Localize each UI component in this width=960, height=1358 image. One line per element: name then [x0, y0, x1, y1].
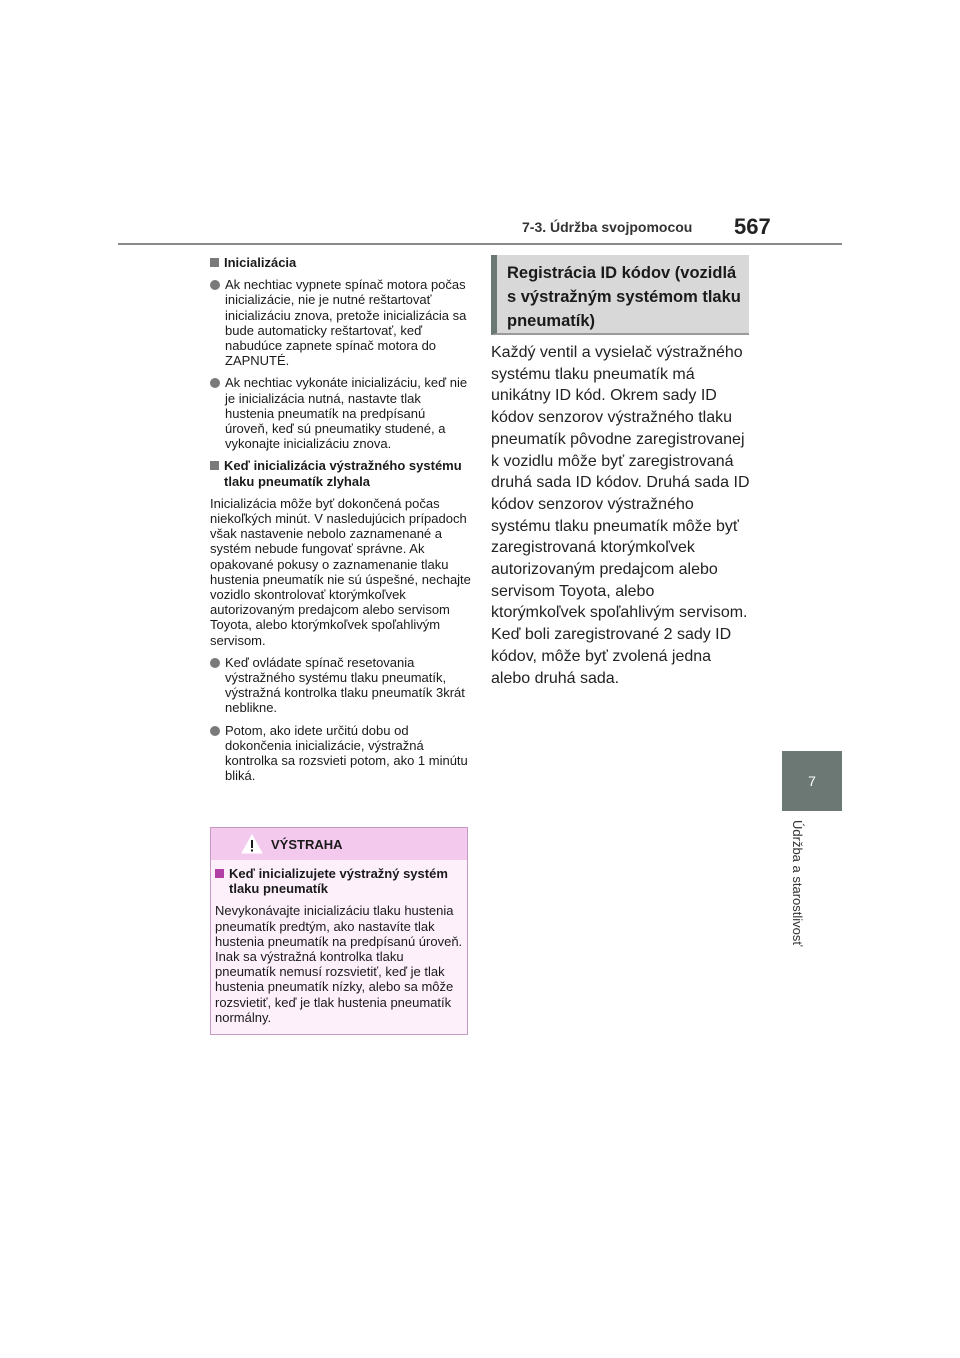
section-heading-box	[491, 255, 749, 335]
warning-header	[211, 828, 467, 860]
list-item-text: Keď ovládate spínač resetovania výstražného systému tlaku pneumatík, výstražná kontrolka tlaku pneumatík 3krát neblikne.	[225, 654, 465, 716]
circle-bullet-icon	[210, 280, 220, 290]
chapter-tab	[782, 751, 842, 811]
section-heading: Registrácia ID kódov (vozidlá s výstražným systémom tlaku pneumatík)	[507, 264, 741, 330]
square-bullet-icon	[210, 461, 219, 470]
list-item-text: Potom, ako idete určitú dobu od dokončenia inicializácie, výstražná kontrolka sa rozsvieti potom, ako 1 minútu bliká.	[225, 722, 468, 784]
header-rule	[118, 243, 842, 245]
warning-body	[211, 860, 467, 1025]
warning-box	[210, 827, 468, 1035]
square-bullet-icon	[215, 869, 224, 878]
list-item	[210, 655, 472, 716]
warning-subheading	[215, 866, 463, 896]
warning-subheading-text: Keď inicializujete výstražný systém tlaku pneumatík	[229, 866, 448, 897]
subheading-text: Inicializácia	[224, 255, 297, 270]
page-number: 567	[734, 214, 771, 239]
chapter-number: 7	[808, 773, 816, 789]
subheading-text: Keď inicializácia výstražného systému tlaku pneumatík zlyhala	[224, 458, 462, 489]
warning-text: Nevykonávajte inicializáciu tlaku hustenia pneumatík predtým, ako nastavíte tlak hustenia pneumatík na predpísanú úroveň. Inak sa výstražná kontrolka tlaku pneumatík nemusí rozsvietiť, keď je tlak hustenia pneumatík nízky, alebo sa môže rozsvietiť, keď je tlak hustenia pneumatík normálny.	[215, 903, 463, 1025]
list-item	[210, 375, 472, 451]
list-item-text: Ak nechtiac vypnete spínač motora počas inicializácie, nie je nutné reštartovať inicializáciu znova, pretože inicializácia sa bude automaticky reštartovať, keď nabudúce zapnete spínač motora do ZAPNUTÉ.	[225, 277, 467, 369]
subheading-failed	[210, 458, 472, 488]
list-item-text: Ak nechtiac vykonáte inicializáciu, keď nie je inicializácia nutná, nastavte tlak hustenia pneumatík na predpísanú úroveň, keď sú pneumatiky studené, a vykonajte inicializáciu znova.	[225, 375, 468, 452]
warning-triangle-icon	[241, 834, 263, 854]
circle-bullet-icon	[210, 726, 220, 736]
section-title: 7-3. Údržba svojpomocou	[522, 219, 693, 235]
section-body: Každý ventil a vysielač výstražného systému tlaku pneumatík má unikátny ID kód. Okrem sady ID kódov senzorov výstražného tlaku pneumatík pôvodne zaregistrovanej k vozidlu môže byť zaregistrovaná druhá sada ID kódov. Druhá sada ID kódov senzorov výstražného systému tlaku pneumatík môže byť zaregistrovaná ktorýmkoľvek autorizovaným predajcom alebo servisom Toyota, alebo ktorýmkoľvek spoľahlivým servisom. Keď boli zaregistrované 2 sady ID kódov, môže byť zvolená jedna alebo druhá sada.	[491, 344, 750, 687]
square-bullet-icon	[210, 258, 219, 267]
left-column	[210, 255, 472, 791]
subheading-initialization	[210, 255, 472, 270]
list-item	[210, 277, 472, 368]
circle-bullet-icon	[210, 658, 220, 668]
chapter-label-text: Údržba a starostlivosť	[790, 820, 805, 947]
list-item	[210, 723, 472, 784]
body-paragraph: Inicializácia môže byť dokončená počas niekoľkých minút. V nasledujúcich prípadoch však nastavenie nebolo zaznamenané a systém nebude fungovať správne. Ak opakované pokusy o zaznamenanie tlaku hustenia pneumatík nie sú úspešné, nechajte vozidlo skontrolovať ktorýmkoľvek autorizovaným predajcom alebo servisom Toyota, alebo ktorýmkoľvek spoľahlivým servisom.	[210, 495, 471, 648]
circle-bullet-icon	[210, 378, 220, 388]
warning-title: VÝSTRAHA	[271, 837, 343, 852]
chapter-label	[780, 820, 820, 990]
